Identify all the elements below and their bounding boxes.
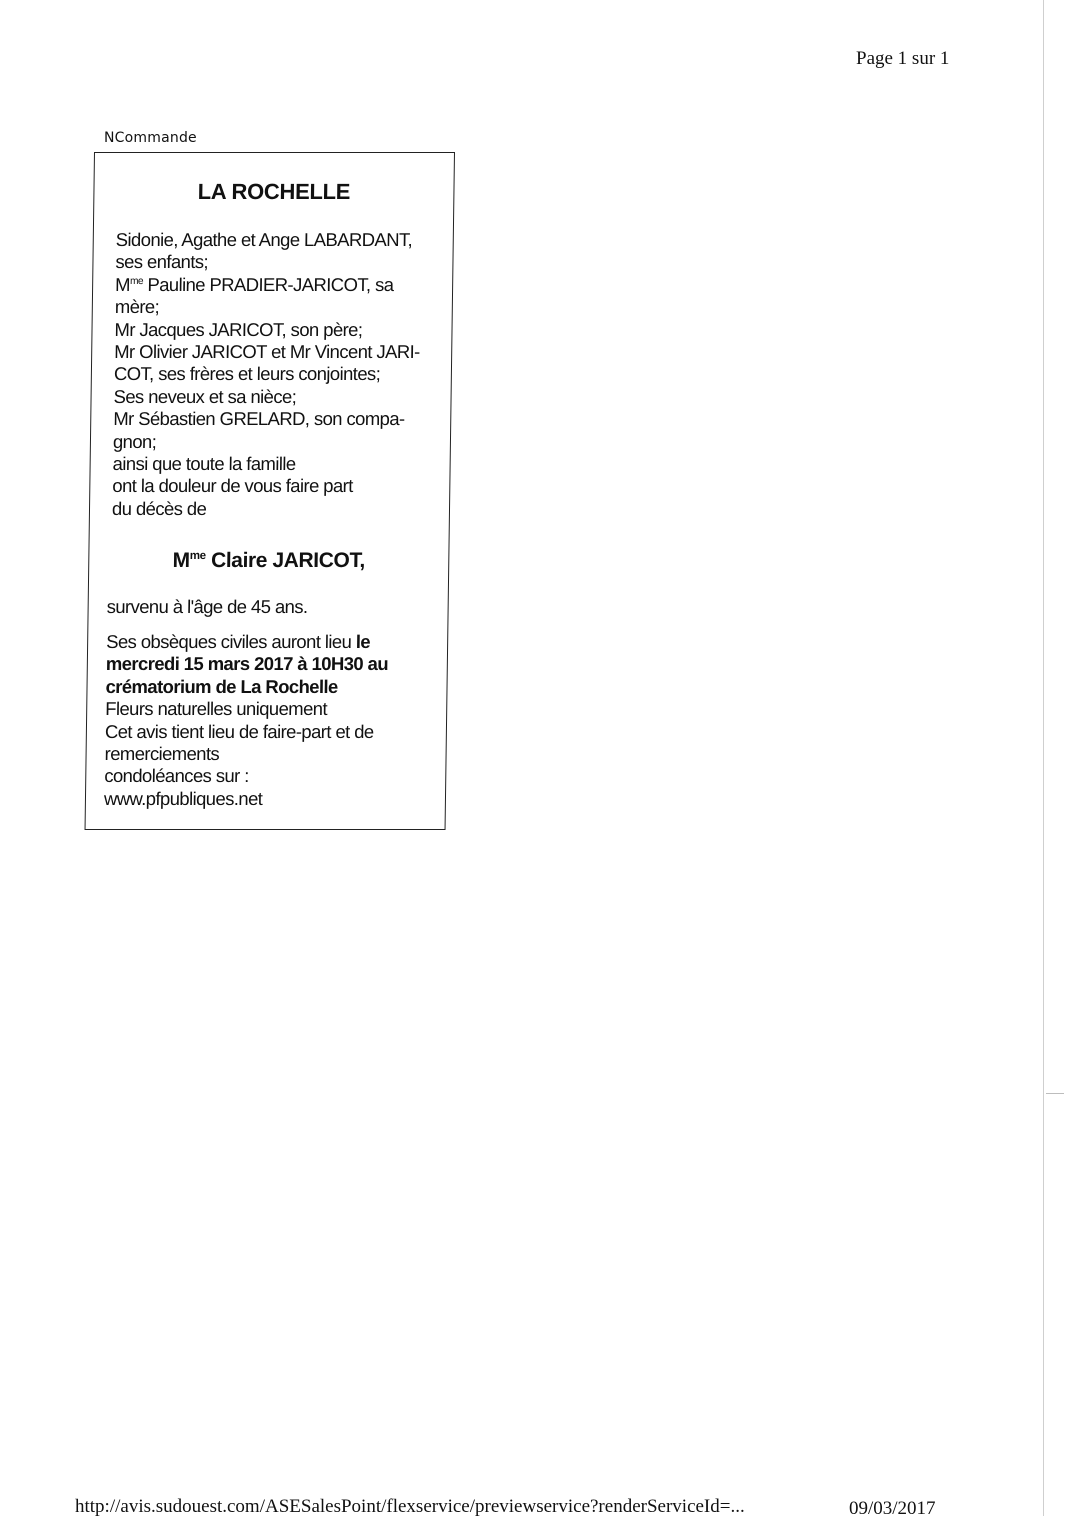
age-line: survenu à l'âge de 45 ans. (106, 596, 308, 617)
family-line: ont la douleur de vous faire part (112, 475, 353, 497)
notice-city-title: LA ROCHELLE (197, 179, 351, 204)
deceased-name-heading (89, 549, 448, 573)
footer-url: http://avis.sudouest.com/ASESalesPoint/flexservice/previewservice?renderServiceId=... (75, 1496, 745, 1517)
funeral-line: condoléances sur : (104, 765, 249, 787)
funeral-bold-text: le (355, 631, 371, 652)
deceased-name: Claire JARICOT, (210, 549, 366, 572)
footer-date: 09/03/2017 (849, 1498, 936, 1519)
funeral-line: Fleurs naturelles uniquement (105, 698, 328, 720)
funeral-date-line: mercredi 15 mars 2017 à 10H30 au (105, 653, 389, 675)
mother-title-sup: me (129, 275, 144, 287)
funeral-line-intro (106, 631, 436, 653)
funeral-details (104, 631, 437, 810)
mother-name: Pauline PRADIER-JARICOT, sa (147, 273, 394, 295)
deceased-title-prefix: M (172, 549, 190, 572)
page-number: Page 1 sur 1 (856, 48, 950, 69)
family-line: Ses neveux et sa nièce; (113, 385, 297, 407)
funeral-place-line: crématorium de La Rochelle (105, 675, 338, 697)
scan-edge-line (1043, 0, 1044, 1516)
family-announcement (112, 229, 446, 520)
family-line: Sidonie, Agathe et Ange LABARDANT, (115, 229, 413, 250)
family-line: Mr Sébastien GRELARD, son compa- (113, 408, 405, 430)
funeral-line: Cet avis tient lieu de faire-part et de (104, 720, 374, 742)
family-line: Mr Jacques JARICOT, son père; (114, 318, 363, 340)
condolences-website: www.pfpubliques.net (103, 787, 263, 809)
family-line: COT, ses frères et leurs conjointes; (113, 363, 381, 385)
funeral-line: remerciements (104, 743, 220, 765)
family-line-mother (115, 274, 445, 296)
family-line: Mr Olivier JARICOT et Mr Vincent JARI- (114, 341, 420, 363)
order-label: NCommande (104, 130, 197, 146)
family-line: du décès de (111, 497, 207, 519)
mother-title-prefix: M (115, 273, 131, 295)
deceased-title-sup: me (189, 550, 206, 562)
family-line: ses enfants; (115, 251, 209, 273)
family-line: mère; (114, 296, 160, 318)
funeral-intro-text: Ses obsèques civiles auront lieu (106, 631, 356, 652)
obituary-notice (85, 152, 455, 830)
family-line: gnon; (112, 430, 157, 452)
family-line: ainsi que toute la famille (112, 453, 296, 475)
scan-edge-tick (1046, 1093, 1064, 1094)
